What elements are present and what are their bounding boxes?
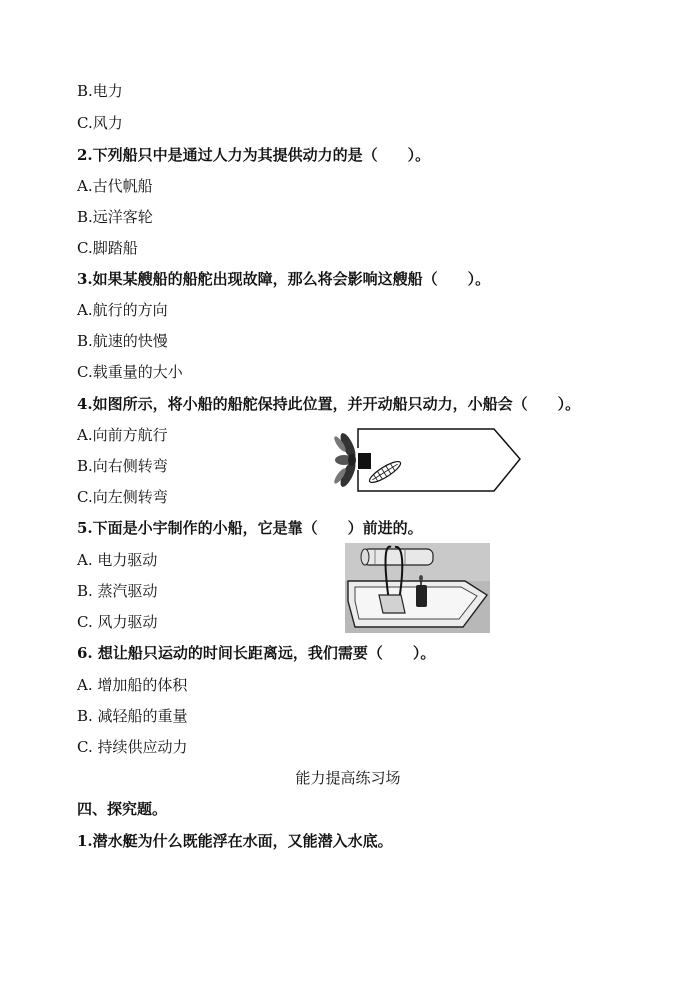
option-b-electric-power: B.电力	[77, 82, 123, 100]
question-5: 5.下面是小宇制作的小船，它是靠（ ）前进的。	[77, 519, 423, 537]
part-heading: 四、探究题。	[77, 800, 168, 818]
question-3: 3.如果某艘船的船舵出现故障，那么将会影响这艘船（ ）。	[77, 270, 491, 288]
support-block-icon	[379, 595, 405, 613]
question-3-option-a: A.航行的方向	[77, 301, 168, 319]
final-question: 1.潜水艇为什么既能浮在水面，又能潜入水底。	[77, 832, 393, 850]
question-6-option-c: C. 持续供应动力	[77, 738, 188, 756]
motor-block-icon	[358, 453, 371, 469]
question-4-option-b: B.向右侧转弯	[77, 457, 168, 475]
question-2-option-c: C.脚踏船	[77, 239, 138, 257]
boat-rudder-figure	[330, 424, 525, 496]
question-5-option-b: B. 蒸汽驱动	[77, 582, 158, 600]
question-4-option-a: A.向前方航行	[77, 426, 168, 444]
question-3-option-b: B.航速的快慢	[77, 332, 168, 350]
question-3-option-c: C.载重量的大小	[77, 363, 183, 381]
question-5-option-a: A. 电力驱动	[77, 551, 158, 569]
question-2: 2.下列船只中是通过人力为其提供动力的是（ ）。	[77, 146, 431, 164]
question-2-option-b: B.远洋客轮	[77, 208, 153, 226]
question-2-option-a: A.古代帆船	[77, 177, 153, 195]
question-6-option-b: B. 减轻船的重量	[77, 707, 188, 725]
candle-boat-figure	[345, 543, 490, 633]
propeller-icon	[332, 431, 358, 489]
question-4-option-c: C.向左侧转弯	[77, 488, 168, 506]
question-6: 6. 想让船只运动的时间长距离远，我们需要（ ）。	[77, 644, 436, 662]
section-title: 能力提高练习场	[295, 769, 401, 787]
question-6-option-a: A. 增加船的体积	[77, 676, 188, 694]
question-4: 4.如图所示，将小船的船舵保持此位置，并开动船只动力，小船会（ ）。	[77, 395, 581, 413]
boiler-tube-icon	[361, 549, 433, 565]
option-c-wind-power: C.风力	[77, 114, 123, 132]
boat-hull-outline	[358, 429, 520, 491]
question-5-option-c: C. 风力驱动	[77, 613, 158, 631]
